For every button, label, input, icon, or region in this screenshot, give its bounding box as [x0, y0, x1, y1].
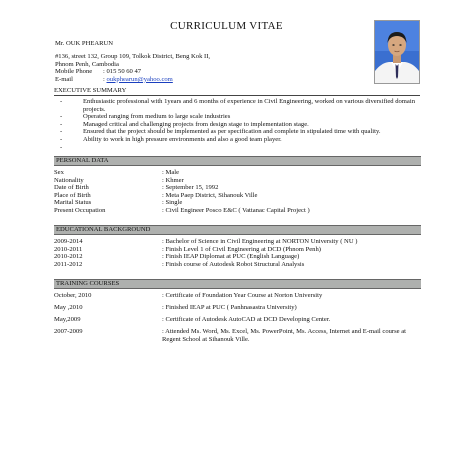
list-item: -: [60, 143, 63, 151]
portrait-photo: [374, 20, 420, 84]
candidate-name: Mr. OUK PHEARUN: [55, 40, 114, 47]
table-row: Date of Birth : September 15, 1992: [54, 184, 219, 192]
table-row: Sex : Male: [54, 169, 180, 176]
list-item: - Ensured that the project should be implemented as per specification and complete in stipulated time with quality.: [60, 128, 381, 136]
table-row: May,2009 : Certificate of Autodesk AutoCAD at DCD Developing Center.: [54, 316, 331, 324]
personal-data-heading: PERSONAL DATA: [54, 156, 421, 166]
training-heading: TRAINING COURSES: [54, 279, 421, 289]
personal-data-table: [54, 169, 420, 215]
executive-summary-heading: EXECUTIVE SUMMARY: [54, 87, 420, 96]
table-row: Place of Birth : Meta Paep District, Sihanouk Ville: [54, 191, 258, 199]
address-line-1: #136, street 132, Group 109, Tolkok District, Beng Kok II,: [55, 53, 211, 60]
education-heading: EDUCATIONAL BACKGROUND: [54, 225, 421, 235]
address-line-2: Phnom Penh, Cambodia: [55, 60, 119, 68]
list-item: - Managed critical and challenging projects from design stage to implementation stage.: [60, 120, 309, 128]
contact-block: [55, 53, 295, 83]
table-row: May ,2010 : Finished IEAP at PUC ( Panhnasastra University): [54, 304, 297, 312]
table-row: 2007-2009 : Attended Ms. Word, Ms. Excel, Ms. PowerPoint, Ms. Access, Internet and E-mail course at Regent School at Sihanouk Ville.: [54, 328, 407, 343]
table-row: Marital Status : Single: [54, 199, 183, 207]
phone-row: [55, 68, 295, 76]
phone-label: Mobile Phone: [55, 68, 93, 76]
list-item: - Operated ranging from medium to large scale industries: [60, 113, 231, 121]
list-item: - Enthusiastic professional with 1years and 6 months of experience in Civil Engineering, worked on various diversified domain projects.: [60, 98, 415, 113]
email-link[interactable]: oukphearun@yahoo.com: [106, 75, 173, 83]
document-title: CURRICULUM VITAE: [170, 20, 283, 32]
phone-value: : 015 50 60 47: [103, 68, 142, 76]
table-row: 2010-2011 : Finish Level 1 of Civil Engineering at DCD (Phnom Penh): [54, 245, 321, 253]
table-row: 2010-2012 : Finish IEAP Diplomat at PUC (English Language): [54, 253, 300, 261]
table-row: Nationality : Khmer: [54, 176, 184, 184]
email-label: E-mail: [55, 75, 73, 83]
table-row: 2009-2014 : Bachelor of Science in Civil Engineering at NORTON University ( NU ): [54, 238, 358, 245]
email-row: [55, 76, 295, 84]
executive-summary-list: [60, 98, 420, 151]
portrait-icon: [375, 21, 419, 83]
training-table: [54, 292, 420, 348]
list-item: - Ability to work in high pressure environments and also a good team player.: [60, 135, 282, 143]
table-row: Present Occupation : Civil Engineer Posco E&C ( Vattanac Capital Project ): [54, 206, 310, 214]
education-table: [54, 238, 420, 268]
email-prefix: :: [103, 75, 105, 83]
table-row: 2011-2012 : Finish course of Autodesk Robot Structural Analysis: [54, 260, 305, 268]
table-row: October, 2010 : Certificate of Foundation Year Course at Norton University: [54, 292, 323, 299]
